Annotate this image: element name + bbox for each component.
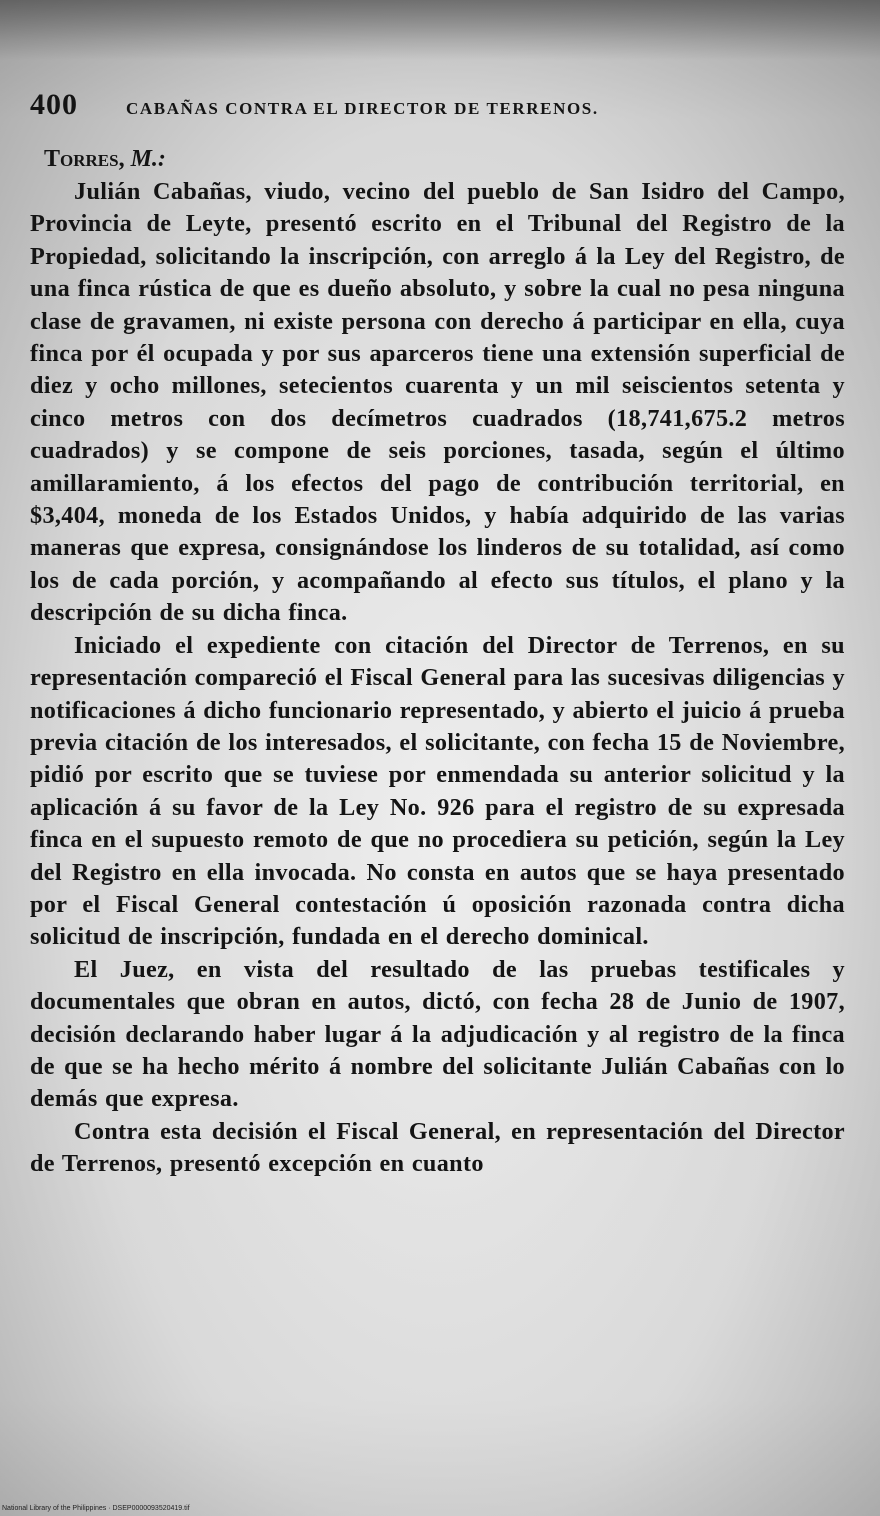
- paragraph: Contra esta decisión el Fiscal General, en representación del Director de Terrenos, presentó excepción en cuanto: [30, 1117, 845, 1178]
- running-head: CABAÑAS CONTRA EL DIRECTOR DE TERRENOS.: [126, 99, 599, 118]
- opinion-body: [30, 176, 845, 1181]
- paragraph: El Juez, en vista del resultado de las pruebas testificales y documentales que obran en autos, dictó, con fecha 28 de Junio de 1907, decisión declarando haber lugar á la adjudicación y al registro de la finca de que se ha hecho mérito á nombre del solicitante Julián Cabañas con lo demás que expresa.: [30, 955, 845, 1113]
- judge-name: Torres,: [44, 146, 125, 172]
- scan-edge-shadow: [0, 0, 880, 60]
- page-header: [30, 88, 845, 128]
- document-page: [30, 88, 845, 1181]
- paragraph: Iniciado el expediente con citación del Director de Terrenos, en su representación compareció el Fiscal General para las sucesivas diligencias y notificaciones á dicho funcionario representado, y abierto el juicio á prueba previa citación de los interesados, el solicitante, con fecha 15 de Noviembre, pidió por escrito que se tuviese por enmendada su anterior solicitud y la aplicación á su favor de la Ley No. 926 para el registro de su expresada finca en el supuesto remoto de que no procediera su petición, según la Ley del Registro en ella invocada. No consta en autos que se haya presentado por el Fiscal General contestación ú oposición razonada contra dicha solicitud de inscripción, fundada en el derecho dominical.: [30, 631, 845, 951]
- paragraph: Julián Cabañas, viudo, vecino del pueblo de San Isidro del Campo, Provincia de Leyte, presentó escrito en el Tribunal del Registro de la Propiedad, solicitando la inscripción, con arreglo á la Ley del Registro, de una finca rústica de que es dueño absoluto, y sobre la cual no pesa ninguna clase de gravamen, ni existe persona con derecho á participar en ella, cuya finca por él ocupada y por sus aparceros tiene una extensión superficial de diez y ocho millones, setecientos cuarenta y un mil seiscientos setenta y cinco metros con dos decímetros cuadrados (18,741,675.2 metros cuadrados) y se compone de seis porciones, tasada, según el último amillaramiento, á los efectos del pago de contribución territorial, en $3,404, moneda de los Estados Unidos, y había adquirido de las varias maneras que expresa, consignándose los linderos de su totalidad, así como los de cada porción, y acompañando al efecto sus títulos, el plano y la descripción de su dicha finca.: [30, 178, 845, 627]
- judge-attribution: [30, 146, 845, 176]
- scan-source-note: National Library of the Philippines · DSEP0000093520419.tif: [2, 1505, 190, 1512]
- judge-initial: M.:: [130, 146, 166, 172]
- page-number: 400: [30, 88, 78, 121]
